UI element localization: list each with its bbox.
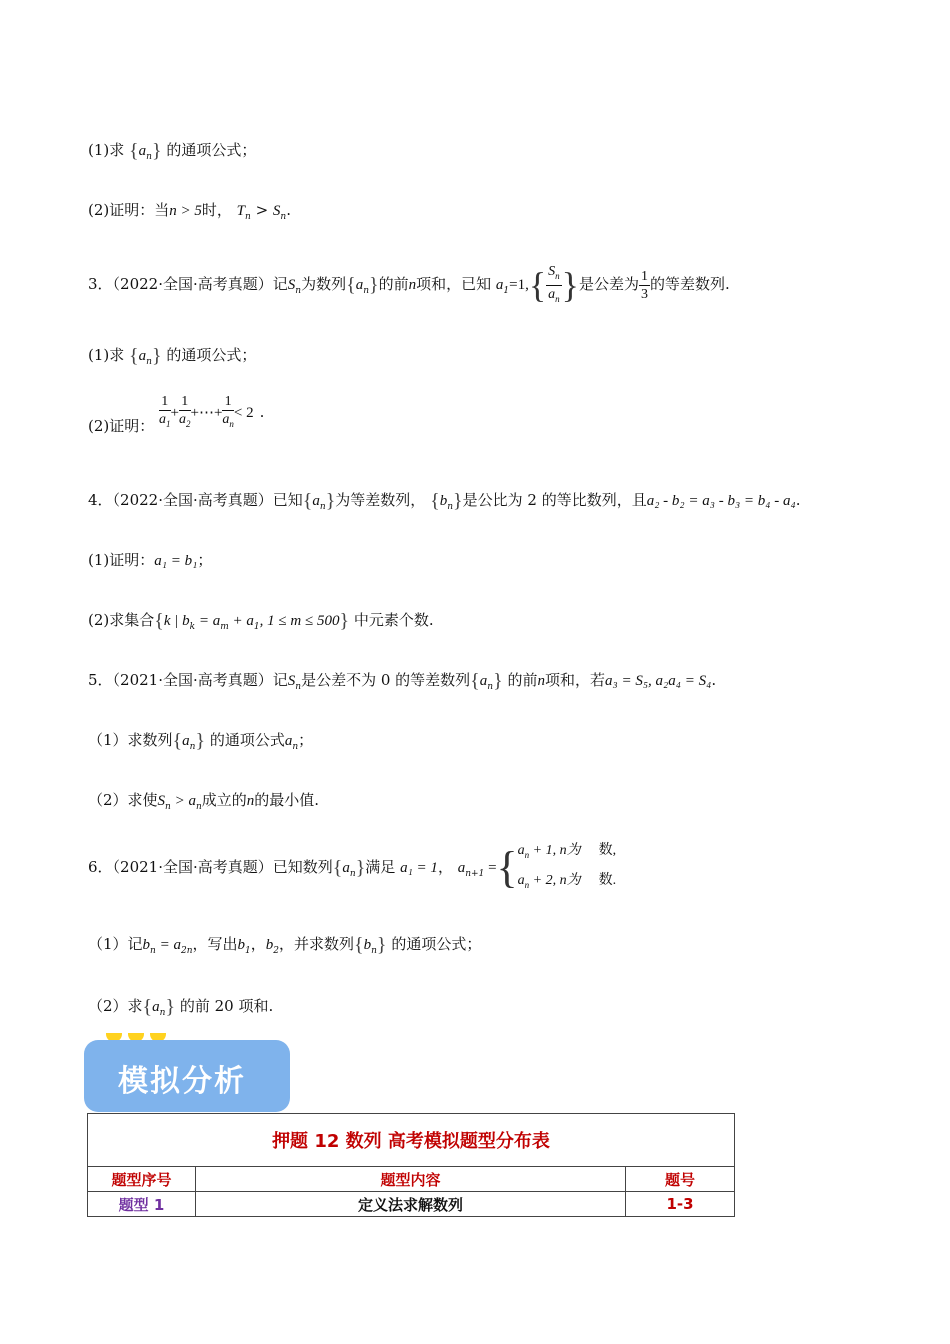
math-a: a xyxy=(495,277,504,293)
subscript: n xyxy=(524,850,530,860)
math-a: a xyxy=(284,733,293,749)
set-expression: + a xyxy=(228,613,254,629)
math-a: a xyxy=(152,999,160,1015)
frac-num: 1 xyxy=(179,393,191,411)
subscript: n xyxy=(555,293,560,304)
case-expression: + 2, n为 xyxy=(529,873,581,888)
part-label: (2)证明： xyxy=(88,417,155,435)
subscript: n xyxy=(319,502,326,512)
math-n: n xyxy=(537,673,545,689)
set-expression: k | b xyxy=(163,613,190,629)
subscript: n xyxy=(280,212,287,222)
math-a: a xyxy=(312,493,320,509)
math-eq: = xyxy=(484,860,497,876)
brace-open: { xyxy=(332,857,343,879)
brace-open: { xyxy=(302,490,313,512)
subscript: n xyxy=(189,742,196,752)
problem-source: （2022·全国·高考真题） xyxy=(112,491,273,509)
part-text: 的最小值. xyxy=(254,791,320,809)
problem-source: （2021·全国·高考真题） xyxy=(112,671,273,689)
part-text: 的通项公式； xyxy=(391,935,482,953)
subscript: n xyxy=(447,502,453,512)
frac-den: 3 xyxy=(640,286,648,302)
brace-open: { xyxy=(129,140,139,162)
set-expression: , 1 ≤ m ≤ 500 xyxy=(259,613,340,629)
case-end: 数, xyxy=(598,843,617,858)
problem5-stem xyxy=(88,670,716,697)
stem-text: 记 xyxy=(272,275,288,293)
part-text: 的前 20 项和. xyxy=(179,997,274,1015)
fraction-Sn-an xyxy=(546,263,562,308)
brace-close: } xyxy=(339,610,350,632)
problem4-part1 xyxy=(88,550,212,571)
header-type: 题型序号 xyxy=(88,1167,196,1192)
math-a: a xyxy=(355,277,364,293)
math-S: S xyxy=(287,673,296,689)
math-n: n xyxy=(408,277,417,293)
fraction-one-third xyxy=(639,268,650,303)
condition-math: a₃ = S₅, a₂a₄ = S₄ xyxy=(605,673,712,689)
math-a: a xyxy=(517,843,525,858)
dots: +⋯+ xyxy=(190,405,223,421)
part-label: （1）记 xyxy=(88,935,143,953)
brace-open: { xyxy=(430,490,440,512)
part-label: （1）求数列 xyxy=(88,731,173,749)
part-label: (2)证明：当 xyxy=(88,201,170,219)
subscript: n xyxy=(165,802,171,812)
piecewise-cases xyxy=(518,838,616,898)
problem2-part1 xyxy=(88,140,256,167)
case-expression: + 1, n为 xyxy=(529,843,581,858)
brace-open: { xyxy=(154,610,164,632)
stem-text: 是公比为 2 的等比数列，且 xyxy=(462,491,647,509)
set-expression: = a xyxy=(195,613,221,629)
stem-text: 为数列 xyxy=(301,275,347,293)
distribution-table xyxy=(87,1113,735,1217)
math-b: b xyxy=(363,937,372,953)
brace-open: { xyxy=(346,274,356,296)
brace-close: } xyxy=(355,857,366,879)
problem2-part2: (2)证明：当n > 5时， $T_n > S_n$. xyxy=(88,201,291,222)
stem-text: 项和，若 xyxy=(544,671,605,689)
subscript: 1 xyxy=(245,946,251,956)
problem5-part1 xyxy=(88,730,313,757)
brace-close: } xyxy=(493,670,503,692)
stem-text: 的等差数列. xyxy=(649,275,730,293)
math-a: a xyxy=(182,733,190,749)
frac-num: 1 xyxy=(222,393,234,411)
stem-text: 记 xyxy=(272,671,288,689)
problem5-part2 xyxy=(88,790,319,817)
frac-num: S xyxy=(548,263,556,279)
subscript: 2n xyxy=(180,946,193,956)
stem-text: 项和，已知 xyxy=(416,275,492,293)
brace-close: } xyxy=(453,490,463,512)
math-a: a xyxy=(457,860,466,876)
equation: = a xyxy=(155,937,181,953)
subscript: n xyxy=(363,286,369,296)
brace-close: } xyxy=(165,996,176,1018)
cell-type: 题型 1 xyxy=(88,1192,196,1217)
subscript: n xyxy=(524,880,530,890)
inequality: > a xyxy=(170,793,196,809)
math-b: b xyxy=(439,493,448,509)
subscript: n xyxy=(292,742,299,752)
part-label: （2）求使 xyxy=(88,791,158,809)
subscript: n+1 xyxy=(465,869,485,879)
brace-open: { xyxy=(354,934,364,956)
brace-close: } xyxy=(151,345,162,367)
problem6-part1 xyxy=(88,934,481,961)
part-label: (1)求 xyxy=(88,346,125,364)
part-text: ，写出 xyxy=(192,935,238,953)
period: . xyxy=(259,403,265,421)
math-S: S xyxy=(287,277,296,293)
part-label: （2）求 xyxy=(88,997,143,1015)
subscript: 1 xyxy=(253,622,260,632)
math-eq: =1, xyxy=(509,277,529,293)
problem3-stem xyxy=(88,262,730,313)
cell-numbers: 1-3 xyxy=(626,1192,735,1217)
brace-open: { xyxy=(528,265,547,305)
problem-number: 6． xyxy=(88,858,113,876)
math-a: a xyxy=(138,348,147,364)
equation: a₁ = 1 xyxy=(400,860,438,876)
fraction-1-a1: $\frac{1}{a_1}$ xyxy=(159,394,171,429)
header-content: 题型内容 xyxy=(196,1167,626,1192)
brace-open: { xyxy=(470,670,480,692)
condition-math: n > 5 xyxy=(169,203,202,219)
period: . xyxy=(286,201,291,219)
frac-den: a xyxy=(548,286,556,302)
problem-number: 4． xyxy=(88,491,113,509)
stem-text: 为等差数列， xyxy=(335,491,426,509)
cell-content: 定义法求解数列 xyxy=(196,1192,626,1217)
sequence-symbol: a xyxy=(138,143,147,159)
subscript: 2 xyxy=(273,946,279,956)
math-b: b xyxy=(265,937,274,953)
stem-text: 的前 xyxy=(507,671,538,689)
problem-number: 5． xyxy=(88,671,113,689)
period: . xyxy=(795,491,801,509)
fraction-1-an: $\frac{1}{a_n}$ xyxy=(222,394,234,429)
problem-source: （2022·全国·高考真题） xyxy=(112,275,273,293)
subscript: n xyxy=(349,869,356,879)
problem6-stem xyxy=(88,838,616,902)
brace-close: } xyxy=(369,274,379,296)
problem6-part2 xyxy=(88,996,273,1023)
subscript: 1 xyxy=(503,286,510,296)
subscript: n xyxy=(146,152,152,162)
table-title: 押题 12 数列 高考模拟题型分布表 xyxy=(88,1114,735,1167)
part-label: (1)求 xyxy=(88,141,125,159)
brace-close: } xyxy=(151,140,162,162)
part-text: 的通项公式 xyxy=(209,731,285,749)
math-b: b xyxy=(237,937,246,953)
subscript: n xyxy=(555,270,560,281)
part-label: (1)证明： xyxy=(88,551,155,569)
brace-open: { xyxy=(142,996,153,1018)
fraction-1-a2: $\frac{1}{a_2}$ xyxy=(179,394,191,429)
table-row xyxy=(88,1192,735,1217)
part-text: ，并求数列 xyxy=(279,935,355,953)
problem3-part1 xyxy=(88,345,256,372)
problem-source: （2021·全国·高考真题） xyxy=(112,858,273,876)
brace-open: { xyxy=(129,345,139,367)
frac-num: 1 xyxy=(640,268,648,284)
math-T: T xyxy=(236,203,246,219)
case-end: 数. xyxy=(598,873,617,888)
equation: a₂ - b₂ = a₃ - b₃ = b₄ - a₄ xyxy=(646,493,796,509)
header-numbers: 题号 xyxy=(626,1167,735,1192)
problem4-part2 xyxy=(88,610,434,637)
problem-number: 3． xyxy=(88,275,113,293)
subscript: n xyxy=(150,946,156,956)
part-text: 时， xyxy=(201,201,232,219)
part-text: 的通项公式； xyxy=(166,346,257,364)
subscript: n xyxy=(295,682,302,692)
stem-text: 的前 xyxy=(378,275,409,293)
punctuation: ； xyxy=(298,731,314,749)
subscript: k xyxy=(189,622,196,632)
subscript: n xyxy=(195,802,202,812)
math-S: S xyxy=(272,203,281,219)
brace-close: } xyxy=(376,934,387,956)
section-banner-label: 模拟分析 xyxy=(118,1064,246,1099)
part-text: 的通项公式； xyxy=(166,141,257,159)
math-a: a xyxy=(517,873,525,888)
math-a: a xyxy=(342,860,350,876)
subscript: m xyxy=(220,622,229,632)
subscript: n xyxy=(159,1008,166,1018)
subscript: n xyxy=(295,286,302,296)
subscript: n xyxy=(487,682,494,692)
period: . xyxy=(711,671,717,689)
part-label: (2)求集合 xyxy=(88,611,155,629)
stem-text: 已知数列 xyxy=(272,858,333,876)
brace-close: } xyxy=(195,730,206,752)
subscript: n xyxy=(146,357,152,367)
punctuation: ， xyxy=(437,858,453,876)
plus-sign: + xyxy=(170,405,179,421)
problem4-stem xyxy=(88,490,801,517)
stem-text: 已知 xyxy=(272,491,303,509)
stem-text: 是公差为 xyxy=(578,275,639,293)
table-header-row xyxy=(88,1167,735,1192)
punctuation: ； xyxy=(197,551,213,569)
inequality: < 2 xyxy=(233,405,254,421)
part-text: 中元素个数. xyxy=(353,611,434,629)
part-text: 成立的 xyxy=(201,791,247,809)
math-a: a xyxy=(479,673,488,689)
problem3-part2 xyxy=(88,392,264,446)
frac-num: 1 xyxy=(159,393,171,411)
math-n: n xyxy=(246,793,255,809)
brace-close: } xyxy=(561,265,579,305)
stem-text: 满足 xyxy=(365,858,396,876)
part-text: ， xyxy=(250,935,266,953)
equation: a₁ = b₁ xyxy=(154,553,198,569)
brace-close: } xyxy=(325,490,336,512)
brace-open: { xyxy=(172,730,183,752)
math-S: S xyxy=(157,793,166,809)
subscript: n xyxy=(371,946,377,956)
subscript: n xyxy=(245,212,251,222)
math-b: b xyxy=(142,937,151,953)
piecewise-brace: { xyxy=(496,843,518,892)
stem-text: 是公差不为 0 的等差数列 xyxy=(301,671,471,689)
